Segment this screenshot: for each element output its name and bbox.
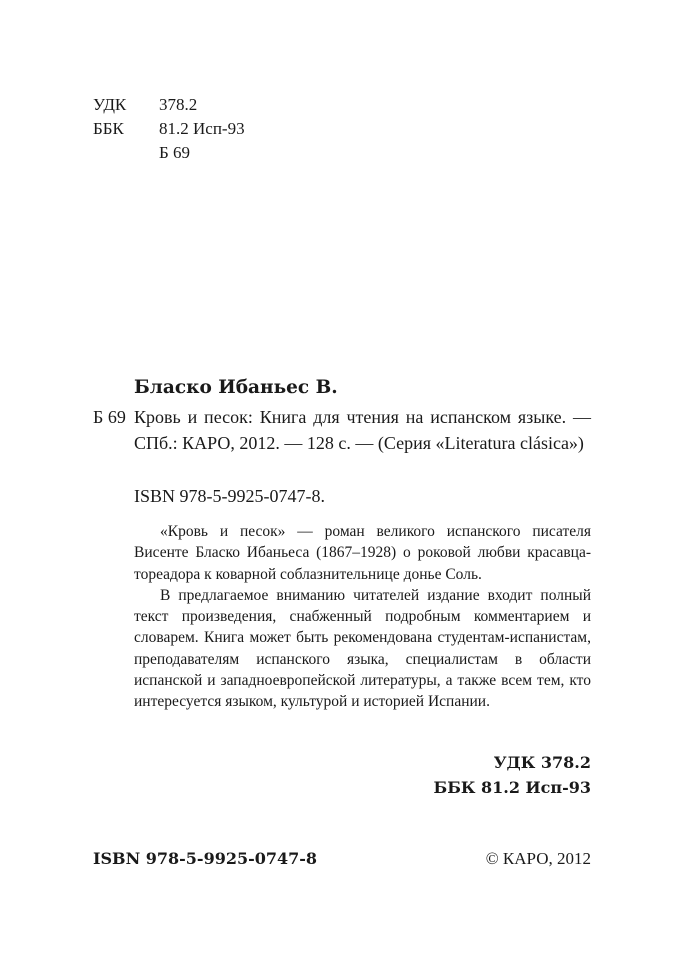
- bbk-value: 81.2 Исп-93: [159, 119, 245, 138]
- bibliographic-entry: [93, 404, 591, 456]
- author-sign: Б 69: [159, 143, 191, 162]
- author-sign-row: [93, 141, 245, 165]
- author-heading: Бласко Ибаньес В.: [134, 377, 338, 398]
- entry-code: Б 69: [93, 407, 126, 427]
- copyright: © КАРО, 2012: [485, 849, 591, 868]
- entry-text: Кровь и песок: Книга для чтения на испанском языке. — СПб.: КАРО, 2012. — 128 с. — (Серия «Literatura clásica»): [134, 407, 591, 453]
- udk-row: [93, 93, 245, 117]
- udk-value: 378.2: [159, 95, 198, 114]
- footer-isbn: ISBN 978-5-9925-0747-8: [93, 849, 318, 868]
- codes-block: [434, 750, 591, 800]
- udk-code: УДК 378.2: [493, 753, 591, 772]
- abstract-paragraph-1: «Кровь и песок» — роман великого испанского писателя Висенте Бласко Ибаньеса (1867–1928) о роковой любви красавца-тореадора к коварной соблазнительнице донье Соль.: [134, 523, 591, 583]
- bbk-row: [93, 117, 245, 141]
- bbk-label: ББК: [93, 119, 124, 138]
- classification-block: [93, 93, 245, 165]
- udk-label: УДК: [93, 95, 127, 114]
- isbn-line: ISBN 978-5-9925-0747-8.: [134, 486, 325, 506]
- bbk-code: ББК 81.2 Исп-93: [433, 778, 591, 797]
- abstract: [134, 521, 591, 713]
- abstract-paragraph-2: В предлагаемое вниманию читателей издание входит полный текст произведения, снабженный подробным комментарием и словарем. Книга может быть рекомендована студентам-испанистам, преподавателям испанского языка, специалистам в области испанской и западноевропейской литературы, а также всем тем, кто интересуется языком, культурой и историей Испании.: [134, 586, 591, 711]
